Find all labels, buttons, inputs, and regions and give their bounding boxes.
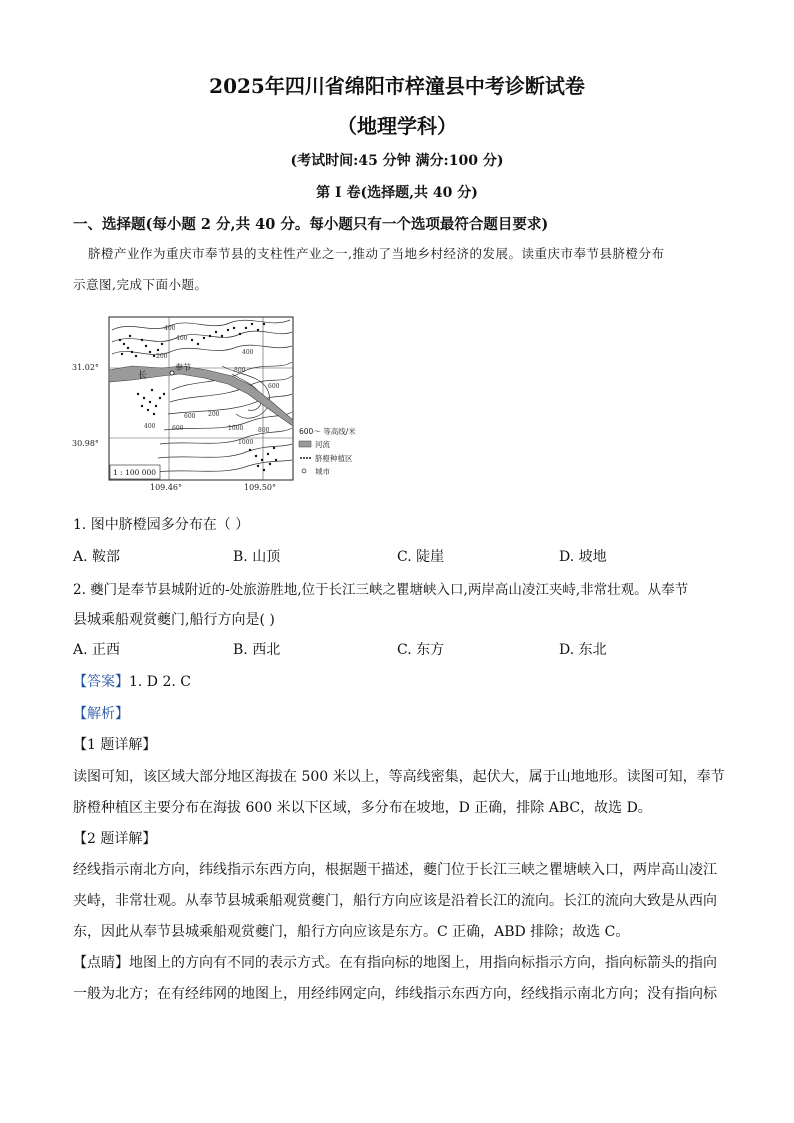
q2-option-b: B. 西北: [233, 642, 281, 658]
legend-city-swatch: [302, 469, 306, 473]
svg-text:200: 200: [208, 411, 220, 418]
lat-top-label: 31.02°: [72, 363, 99, 372]
svg-text:600: 600: [184, 413, 196, 420]
answer-row: [73, 671, 733, 691]
q2-option-a: A. 正西: [73, 642, 121, 658]
svg-text:200: 200: [156, 353, 168, 360]
legend-orchard-swatch: [300, 457, 311, 459]
analysis-tag: 【解析】: [73, 706, 129, 722]
q1-option-a: A. 鞍部: [73, 549, 121, 565]
question-2-stem-line-2: 县城乘船观赏夔门,船行方向是( ): [73, 612, 275, 628]
tip-line-2: 一般为北方；在有经纬网的地图上，用经纬网定向，纬线指示东西方向，经线指示南北方向；没有指向标: [73, 986, 717, 1002]
lon-right-label: 109.50°: [244, 483, 276, 492]
city-marker: [170, 371, 174, 375]
svg-text:800: 800: [258, 427, 270, 434]
legend-city: 城市: [315, 467, 330, 476]
legend-river-swatch: [299, 441, 311, 447]
svg-text:400: 400: [144, 423, 156, 430]
answer-text: 1. D 2. C: [129, 674, 192, 690]
intro-line-2: 示意图,完成下面小题。: [73, 277, 208, 292]
scale-label: 1 : 100 000: [113, 468, 157, 477]
detail-1-tag: 【1 题详解】: [73, 737, 157, 753]
q1-option-d: D. 坡地: [559, 549, 607, 565]
svg-text:400: 400: [164, 325, 176, 332]
exam-title: 2025年四川省绵阳市梓潼县中考诊断试卷: [209, 74, 585, 98]
section-heading: 一、选择题(每小题 2 分,共 40 分。每小题只有一个选项最符合题目要求): [73, 216, 549, 233]
legend-river: 河流: [315, 440, 330, 449]
svg-text:1000: 1000: [238, 439, 254, 446]
question-1-stem: 1. 图中脐橙园多分布在（ ）: [73, 517, 250, 533]
orange-distribution-map: [72, 310, 402, 495]
svg-text:400: 400: [176, 335, 188, 342]
detail-2-tag: 【2 题详解】: [73, 831, 157, 847]
detail-1-line-1: 读图可知，该区域大部分地区海拔在 500 米以上，等高线密集，起伏大，属于山地地形。读图可知，奉节: [73, 769, 725, 785]
svg-text:600: 600: [268, 383, 280, 390]
q2-option-d: D. 东北: [559, 642, 607, 658]
tip-row-1: [73, 952, 733, 972]
intro-line-1: 脐橙产业作为重庆市奉节县的支柱性产业之一,推动了当地乡村经济的发展。读重庆市奉节县脐橙分布: [88, 246, 665, 261]
legend-orchard: 脐橙种植区: [315, 454, 353, 463]
question-2-stem-line-1: 2. 夔门是奉节县城附近的-处旅游胜地,位于长江三峡之瞿塘峡入口,两岸高山凌江夹峙,非常壮观。从奉节: [73, 582, 689, 598]
legend-contour: 600～ 等高线/米: [299, 427, 356, 436]
lat-bottom-label: 30.98°: [72, 439, 99, 448]
volume-heading: 第 I 卷(选择题,共 40 分): [316, 185, 478, 201]
svg-text:400: 400: [242, 349, 254, 356]
detail-1-line-2: 脐橙种植区主要分布在海拔 600 米以下区域，多分布在坡地，D 正确，排除 ABC，故选 D。: [73, 800, 652, 816]
q1-option-c: C. 陡崖: [397, 549, 445, 565]
exam-subject: （地理学科）: [337, 114, 457, 138]
city-label: 奉节: [175, 363, 191, 372]
detail-2-line-1: 经线指示南北方向，纬线指示东西方向，根据题干描述，夔门位于长江三峡之瞿塘峡入口，两岸高山凌江: [73, 862, 717, 878]
analysis-row: [73, 703, 733, 723]
q1-option-b: B. 山顶: [233, 549, 281, 565]
svg-text:600: 600: [172, 425, 184, 432]
exam-meta: (考试时间:45 分钟 满分:100 分): [290, 153, 504, 169]
tip-line-1: 地图上的方向有不同的表示方式。在有指向标的地图上，用指向标指示方向，指向标箭头的指向: [129, 955, 717, 971]
detail-2-line-3: 东，因此从奉节县城乘船观赏夔门，船行方向应该是东方。C 正确，ABD 排除；故选 C。: [73, 924, 630, 940]
river-label: 长: [138, 371, 148, 381]
lon-left-label: 109.46°: [150, 483, 182, 492]
map-legend: [299, 426, 356, 476]
svg-text:800: 800: [234, 367, 246, 374]
detail-2-line-2: 夹峙，非常壮观。从奉节县城乘船观赏夔门，船行方向应该是沿着长江的流向。长江的流向大致是从西向: [73, 893, 717, 909]
svg-text:1000: 1000: [228, 425, 244, 432]
q2-option-c: C. 东方: [397, 642, 445, 658]
answer-tag: 【答案】: [73, 674, 129, 690]
tip-tag: 【点睛】: [73, 955, 129, 971]
